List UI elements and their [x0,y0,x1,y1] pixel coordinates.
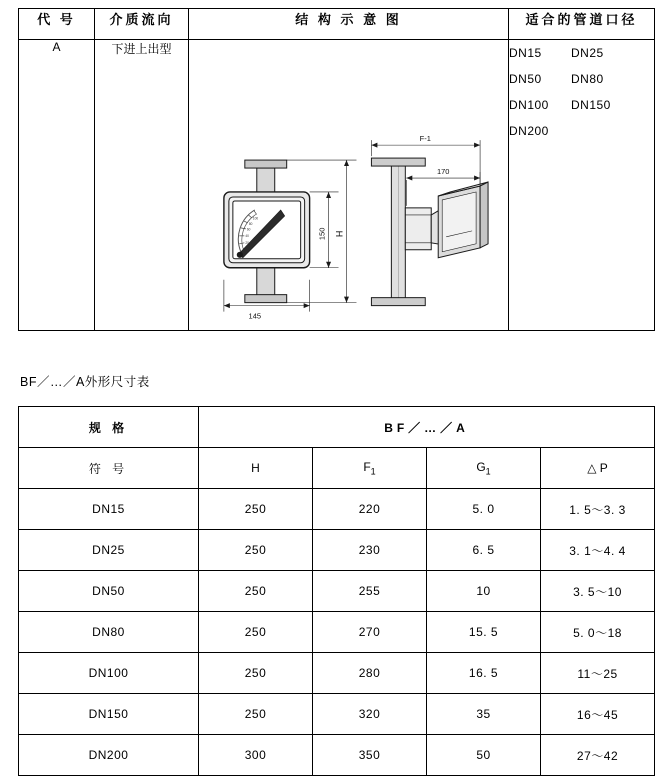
table-header-row [19,9,655,40]
dim-label-170: 170 [436,167,450,177]
row-dp: 3. 5～10 [541,571,655,612]
row-g1: 50 [427,735,541,776]
row-h: 250 [199,694,313,735]
header-spec: 规 格 [19,407,199,448]
row-f1: 220 [313,489,427,530]
table-row [19,489,655,530]
pipe-size-dn200: DN200 [509,124,549,138]
pipe-size-dn25: DN25 [571,46,604,60]
dimension-header-row [19,407,655,448]
row-f1: 230 [313,530,427,571]
row-g1: 5. 0 [427,489,541,530]
row-spec: DN15 [19,489,199,530]
table-row [19,694,655,735]
header-code: 代 号 [19,9,95,40]
svg-text:20: 20 [245,240,249,245]
row-h: 250 [199,489,313,530]
row-f1: 280 [313,653,427,694]
table-row [19,571,655,612]
row-h: 250 [199,612,313,653]
table-row [19,735,655,776]
row-spec: DN50 [19,571,199,612]
cell-code: A [19,40,95,331]
pipe-size-dn150: DN150 [571,98,611,112]
header-pipe-size: 适合的管道口径 [509,9,655,40]
dim-label-h: H [334,230,345,238]
pipe-size-dn50: DN50 [509,72,542,86]
row-g1: 15. 5 [427,612,541,653]
structure-table [18,8,655,331]
pipe-size-dn15: DN15 [509,46,542,60]
row-spec: DN200 [19,735,199,776]
row-spec: DN100 [19,653,199,694]
dimension-table-caption: BF／…／A外形尺寸表 [20,375,150,389]
row-g1: 35 [427,694,541,735]
row-dp: 27～42 [541,735,655,776]
svg-text:60: 60 [246,227,251,232]
svg-text:80: 80 [248,221,253,226]
row-dp: 16～45 [541,694,655,735]
row-g1: 6. 5 [427,530,541,571]
header-flow: 介质流向 [95,9,189,40]
pipe-size-row [509,92,654,118]
structure-diagram [189,40,508,330]
dim-label-150: 150 [317,227,327,241]
header-g1-index: 1 [485,466,491,477]
svg-text:100: 100 [252,216,259,221]
pipe-size-dn100: DN100 [509,98,549,112]
row-f1: 320 [313,694,427,735]
header-symbol: 符 号 [19,448,199,489]
row-dp: 5. 0～18 [541,612,655,653]
cell-flow: 下进上出型 [95,40,189,331]
row-dp: 1. 5～3. 3 [541,489,655,530]
row-g1: 10 [427,571,541,612]
dim-label-width: 145 [248,311,262,321]
header-g1 [427,448,541,489]
cell-structure-figure [189,40,509,331]
table-row [19,40,655,331]
row-g1: 16. 5 [427,653,541,694]
row-dp: 11～25 [541,653,655,694]
row-h: 250 [199,530,313,571]
row-f1: 255 [313,571,427,612]
header-h: H [199,448,313,489]
row-f1: 350 [313,735,427,776]
header-g1-letter: G [476,459,486,474]
row-h: 300 [199,735,313,776]
row-dp: 3. 1～4. 4 [541,530,655,571]
header-f1-index: 1 [370,466,376,477]
header-structure: 结 构 示 意 图 [189,9,509,40]
pipe-size-row [509,118,654,144]
dim-label-f1: F-1 [419,134,431,144]
cell-pipe-sizes [509,40,655,331]
dimension-subheader-row [19,448,655,489]
header-f1-letter: F [363,459,371,474]
row-h: 250 [199,653,313,694]
svg-text:40: 40 [245,233,249,238]
row-spec: DN150 [19,694,199,735]
table-row [19,653,655,694]
table-row [19,612,655,653]
row-f1: 270 [313,612,427,653]
pipe-size-row [509,40,654,66]
row-spec: DN80 [19,612,199,653]
row-spec: DN25 [19,530,199,571]
dimension-table [18,406,655,776]
row-h: 250 [199,571,313,612]
header-delta-p: △ P [541,448,655,489]
header-model: BF／…／A [199,407,655,448]
table-row [19,530,655,571]
pipe-size-row [509,66,654,92]
header-f1 [313,448,427,489]
pipe-size-dn80: DN80 [571,72,604,86]
